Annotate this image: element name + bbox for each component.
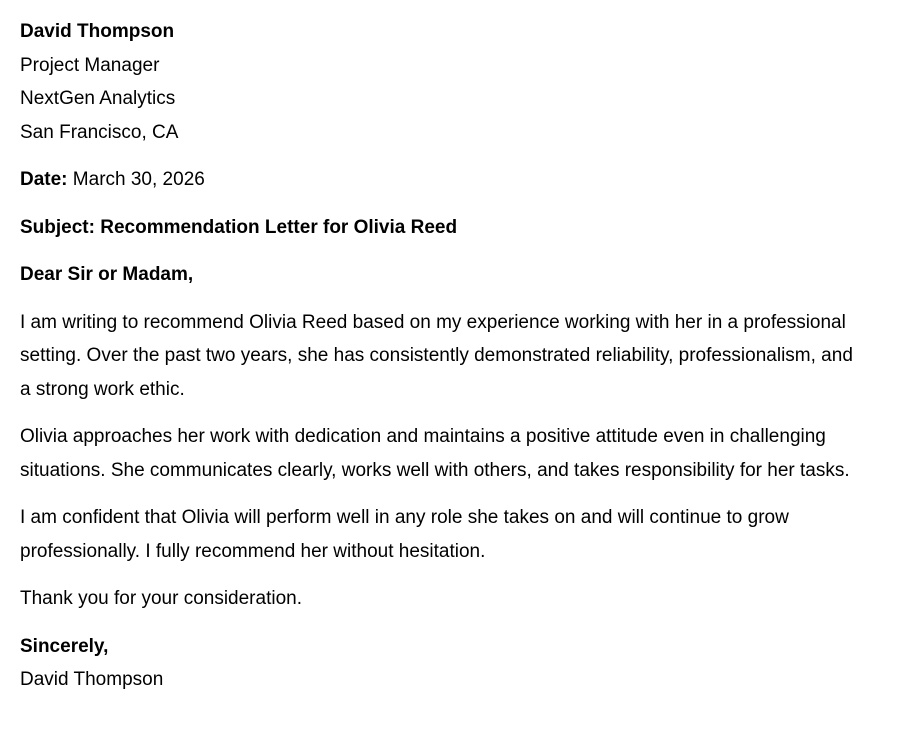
salutation — [20, 258, 880, 292]
salutation-text: Dear Sir or Madam, — [20, 264, 194, 285]
subject-label: Subject: — [20, 216, 95, 238]
sender-title: Project Manager — [20, 54, 160, 76]
sender-location: San Francisco, CA — [20, 121, 179, 143]
signature: David Thompson — [20, 669, 164, 690]
closing — [20, 630, 880, 664]
date-line — [20, 163, 880, 197]
body-paragraph-2: Olivia approaches her work with dedication and maintains a positive attitude even in challenging situations. She communicates clearly, works well with others, and takes responsibility for her tasks. — [20, 426, 850, 481]
sender-name: David Thompson — [20, 21, 175, 42]
sender-company: NextGen Analytics — [20, 88, 176, 109]
subject-line — [20, 211, 880, 245]
date-label: Date: — [20, 169, 68, 190]
body-paragraph-3: I am confident that Olivia will perform well in any role she takes on and will continue to grow professionally. I fully recommend her without hesitation. — [20, 507, 789, 562]
body-paragraph-1: I am writing to recommend Olivia Reed based on my experience working with her in a professional setting. Over the past two years, she has consistently demonstrated reliability, professionalism, and a strong work ethic. — [20, 311, 853, 400]
sender-block — [20, 15, 880, 49]
body-paragraph-4: Thank you for your consideration. — [20, 588, 302, 609]
closing-text: Sincerely, — [20, 635, 109, 657]
date-value: March 30, 2026 — [72, 169, 205, 190]
subject-value: Recommendation Letter for Olivia Reed — [100, 216, 458, 238]
